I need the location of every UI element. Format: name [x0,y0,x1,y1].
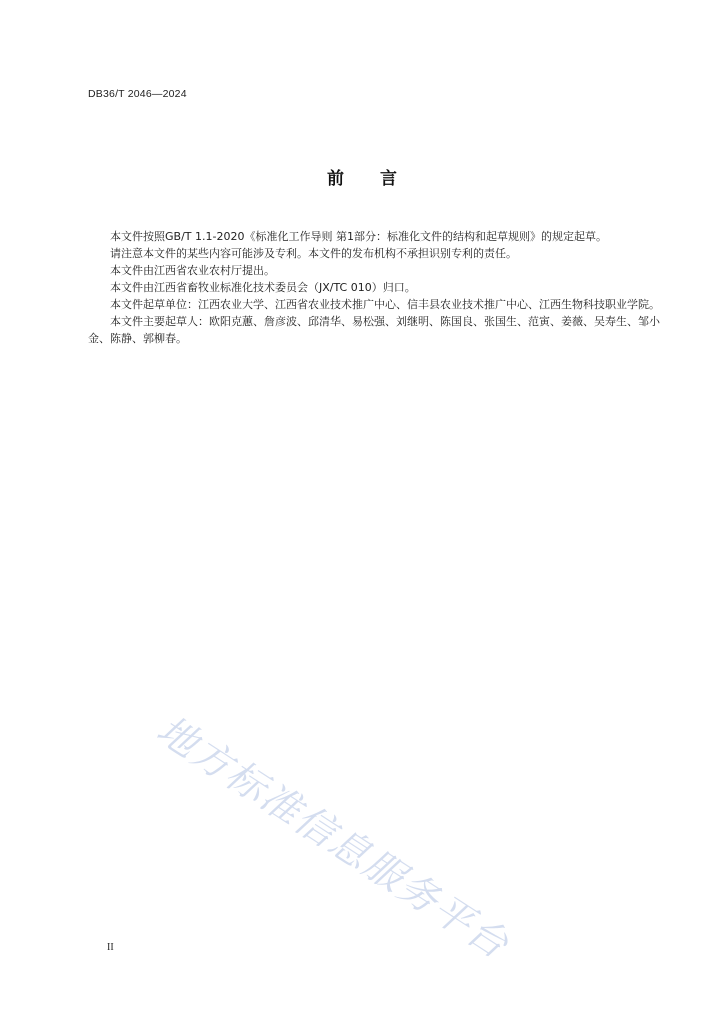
page-title [0,164,724,189]
watermark: 地方标准信息服务平台 [148,707,517,969]
paragraph-committee: 本文件由江西省畜牧业标准化技术委员会（JX/TC 010）归口。 [110,281,416,294]
paragraph-drafting-units: 本文件起草单位：江西农业大学、江西省农业技术推广中心、信丰县农业技术推广中心、江西生物科技职业学院。 [110,298,660,311]
paragraph-patent-notice: 请注意本文件的某些内容可能涉及专利。本文件的发布机构不承担识别专利的责任。 [110,247,517,260]
title-char-2: 言 [380,169,397,189]
standard-code: DB36/T 2046—2024 [88,88,187,100]
foreword-body [88,228,660,347]
paragraph-drafters: 本文件主要起草人：欧阳克蕙、詹彦波、邱清华、易松强、刘继明、陈国良、张国生、范寅、姜薇、吴寿生、邹小金、陈静、郭柳春。 [88,315,660,345]
paragraph-drafting-rules: 本文件按照GB/T 1.1-2020《标准化工作导则 第1部分：标准化文件的结构和起草规则》的规定起草。 [110,230,607,243]
page-number: II [107,942,114,953]
title-char-1: 前 [327,169,344,189]
paragraph-proposer: 本文件由江西省农业农村厅提出。 [110,264,275,277]
